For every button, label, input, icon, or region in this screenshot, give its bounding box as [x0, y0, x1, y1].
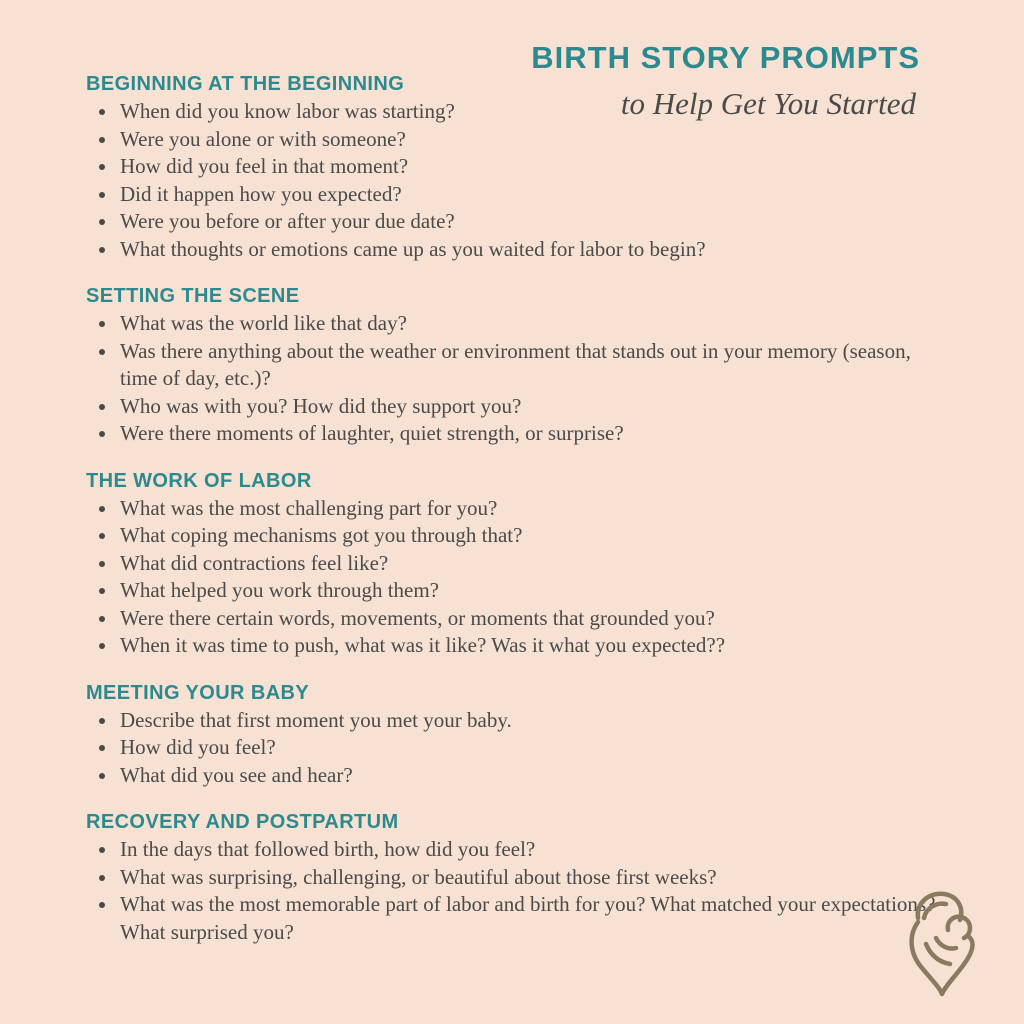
prompt-text: What was the most memorable part of labor and birth for you? What matched your expectations? What surprised you? — [120, 892, 936, 944]
prompt-item — [86, 550, 946, 578]
bullet-icon — [99, 404, 105, 410]
prompt-item — [86, 605, 946, 633]
mother-and-baby-icon — [896, 888, 988, 998]
prompt-text: What was surprising, challenging, or beautiful about those first weeks? — [120, 864, 717, 889]
prompt-list — [86, 707, 946, 790]
bullet-icon — [99, 431, 105, 437]
section-beginning — [86, 70, 946, 263]
bullet-icon — [99, 247, 105, 253]
prompt-item — [86, 126, 946, 154]
prompt-text: What did you see and hear? — [120, 762, 353, 787]
prompt-list — [86, 310, 946, 448]
prompt-item — [86, 153, 946, 181]
prompt-text: Were there certain words, movements, or moments that grounded you? — [120, 605, 715, 630]
bullet-icon — [99, 875, 105, 881]
logo-graphic — [896, 888, 988, 998]
section-work-of-labor — [86, 467, 946, 660]
section-meeting-your-baby — [86, 679, 946, 790]
bullet-icon — [99, 109, 105, 115]
prompt-text: When did you know labor was starting? — [120, 99, 455, 123]
section-heading: SETTING THE SCENE — [86, 285, 300, 307]
section-heading: RECOVERY AND POSTPARTUM — [86, 811, 399, 833]
bullet-icon — [99, 321, 105, 327]
prompt-item — [86, 522, 946, 550]
bullet-icon — [99, 533, 105, 539]
prompt-item — [86, 393, 946, 421]
bullet-icon — [99, 745, 105, 751]
bullet-icon — [99, 349, 105, 355]
prompt-item — [86, 338, 946, 393]
prompt-item — [86, 208, 946, 236]
prompt-text: Were you before or after your due date? — [120, 209, 455, 233]
section-heading: BEGINNING AT THE BEGINNING — [86, 73, 405, 95]
prompt-text: In the days that followed birth, how did you feel? — [120, 837, 536, 861]
prompt-item — [86, 310, 946, 338]
prompt-item — [86, 891, 946, 946]
prompt-list — [86, 98, 946, 263]
bullet-icon — [99, 164, 105, 170]
prompt-list — [86, 836, 946, 946]
page-subtitle: to Help Get You Started — [620, 86, 916, 121]
bullet-icon — [99, 588, 105, 594]
bullet-icon — [99, 616, 105, 622]
prompt-item — [86, 864, 946, 892]
prompt-item — [86, 762, 946, 790]
prompt-item — [86, 632, 946, 660]
prompt-item — [86, 734, 946, 762]
prompt-item — [86, 181, 946, 209]
prompt-text: What coping mechanisms got you through that? — [120, 523, 523, 547]
prompt-item — [86, 495, 946, 523]
prompt-text: What helped you work through them? — [120, 578, 439, 602]
prompt-text: How did you feel? — [120, 735, 276, 759]
bullet-icon — [99, 506, 105, 512]
prompt-text: What thoughts or emotions came up as you waited for labor to begin? — [120, 236, 706, 261]
prompt-item — [86, 707, 946, 735]
prompt-item — [86, 577, 946, 605]
prompt-text: Was there anything about the weather or environment that stands out in your memory (season, time of day, etc.)? — [120, 338, 911, 390]
bullet-icon — [99, 219, 105, 225]
bullet-icon — [99, 902, 105, 908]
bullet-icon — [99, 643, 105, 649]
bullet-icon — [99, 718, 105, 724]
prompt-text: What was the world like that day? — [120, 311, 407, 335]
section-heading: THE WORK OF LABOR — [86, 469, 312, 492]
prompt-item — [86, 236, 946, 264]
prompt-item — [86, 420, 946, 448]
prompt-list — [86, 495, 946, 660]
bullet-icon — [99, 773, 105, 779]
bullet-icon — [99, 192, 105, 198]
prompt-text: When it was time to push, what was it like? Was it what you expected?? — [120, 633, 726, 657]
prompt-item — [86, 836, 946, 864]
prompt-text: Who was with you? How did they support you? — [120, 393, 522, 418]
section-recovery-postpartum — [86, 808, 946, 946]
prompt-text: Were there moments of laughter, quiet strength, or surprise? — [120, 421, 624, 445]
prompt-text: Did it happen how you expected? — [120, 181, 402, 206]
prompt-item — [86, 98, 946, 126]
section-setting-the-scene — [86, 282, 946, 448]
prompt-text: Were you alone or with someone? — [120, 126, 406, 151]
page-title: BIRTH STORY PROMPTS — [531, 40, 920, 75]
prompt-text: What did contractions feel like? — [120, 550, 389, 575]
bullet-icon — [99, 847, 105, 853]
prompt-text: How did you feel in that moment? — [120, 154, 409, 178]
prompt-sections — [86, 70, 946, 965]
section-heading: MEETING YOUR BABY — [86, 681, 310, 704]
bullet-icon — [99, 561, 105, 567]
prompt-text: What was the most challenging part for you? — [120, 495, 498, 520]
bullet-icon — [99, 137, 105, 143]
prompt-text: Describe that first moment you met your baby. — [120, 707, 512, 732]
